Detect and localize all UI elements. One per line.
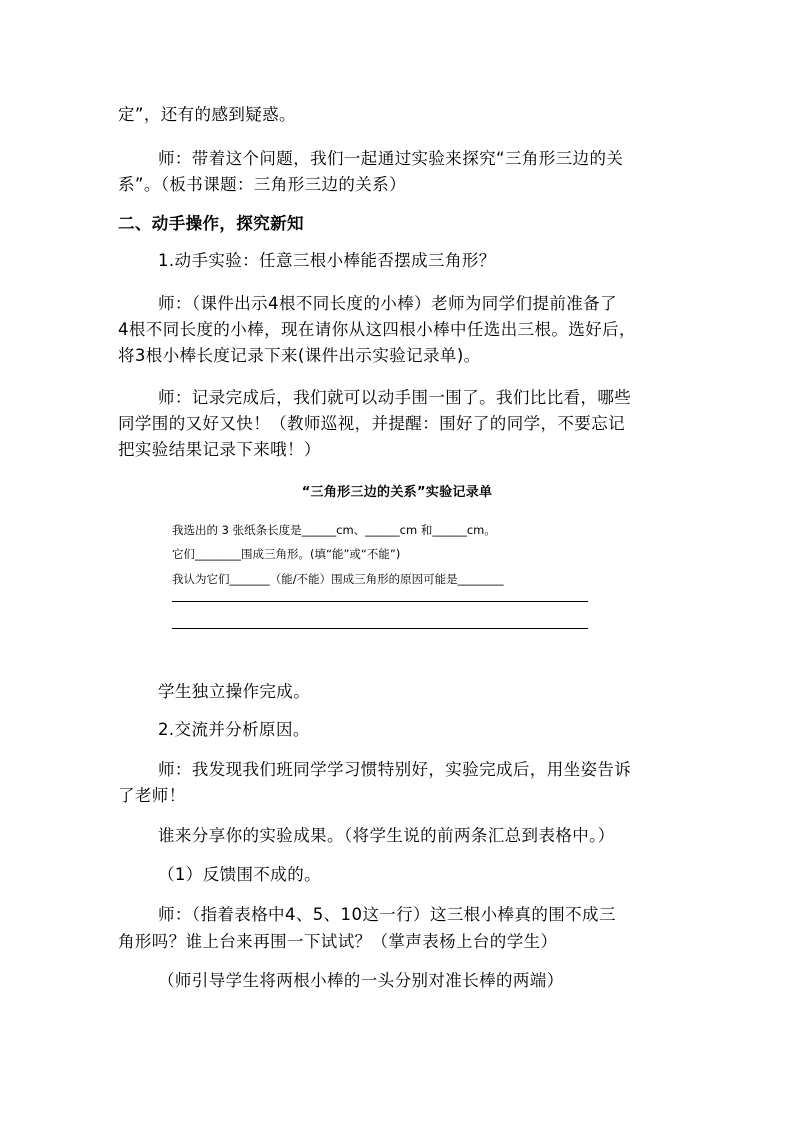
text-line: （1）反馈围不成的。 [158, 865, 321, 884]
record-sheet-title: “三角形三边的关系”实验记录单 [301, 485, 493, 500]
text-line: 将3根小棒长度记录下来(课件出示实验记录单)。 [118, 346, 481, 365]
text-line: 师：带着这个问题，我们一起通过实验来探究“三角形三边的关 [158, 149, 624, 168]
text-line: 师：我发现我们班同学学习惯特别好，实验完成后，用坐姿告诉 [158, 760, 632, 779]
text-line: 学生独立操作完成。 [158, 682, 311, 701]
text-line: 2.交流并分析原因。 [158, 720, 310, 739]
text-line: 定”，还有的感到疑惑。 [118, 105, 296, 124]
text-line: 同学围的又好又快！（教师巡视，并提醒：围好了的同学，不要忘记 [118, 414, 625, 433]
text-line: 把实验结果记录下来哦！） [118, 440, 321, 459]
record-sheet-row: 我认为它们_______（能/不能）围成三角形的原因可能是________ [172, 572, 504, 586]
text-line: （师引导学生将两根小棒的一头分别对准长棒的两端） [158, 971, 564, 990]
record-sheet-row: 我选出的 3 张纸条长度是______cm、______cm 和______cm。 [172, 523, 496, 537]
text-line: 角形吗？谁上台来再围一下试试？（掌声表杨上台的学生） [118, 932, 558, 951]
text-line: 系”。（板书课题：三角形三边的关系） [118, 175, 406, 194]
text-line: 4根不同长度的小棒，现在请你从这四根小棒中任选出三根。选好后， [118, 320, 636, 339]
text-line: 1.动手实验：任意三根小棒能否摆成三角形？ [158, 251, 496, 270]
record-sheet-row: 它们________围成三角形。(填“能”或“不能”) [172, 547, 401, 561]
text-line: 师：记录完成后，我们就可以动手围一围了。我们比比看，哪些 [158, 388, 632, 407]
text-line: 谁来分享你的实验成果。（将学生说的前两条汇总到表格中。） [158, 826, 615, 845]
section-heading: 二、动手操作，探究新知 [118, 214, 304, 233]
text-line: 了老师！ [118, 786, 186, 805]
text-line: 师：（指着表格中4、5、10这一行）这三根小棒真的围不成三 [158, 905, 616, 924]
text-line: 师：（课件出示4根不同长度的小棒）老师为同学们提前准备了 [158, 294, 617, 313]
answer-line [172, 628, 588, 629]
answer-line [172, 601, 588, 602]
